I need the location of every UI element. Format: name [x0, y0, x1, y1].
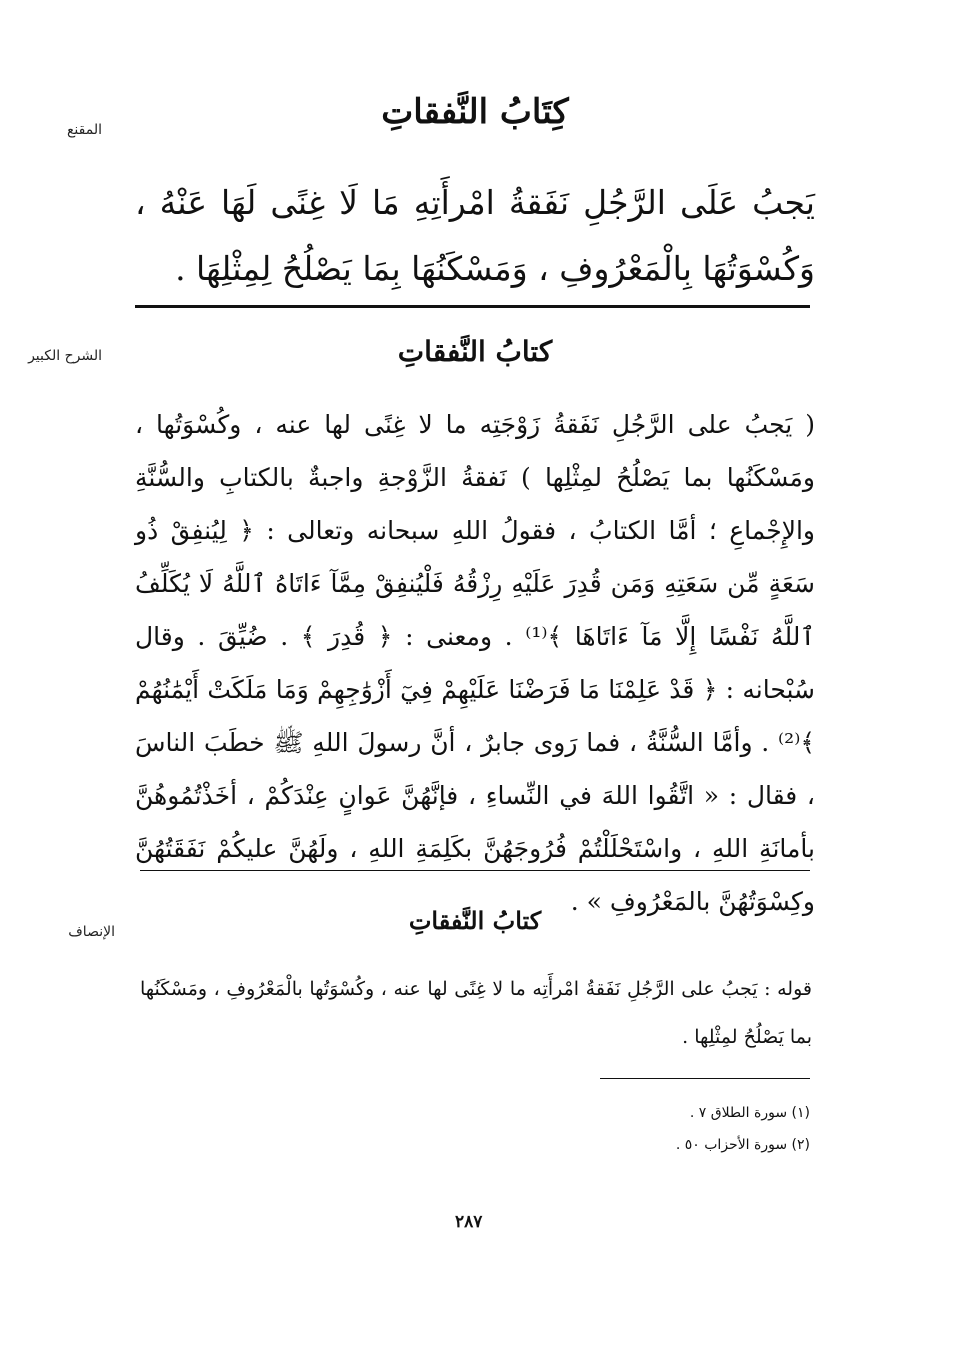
sharh-divider [140, 870, 810, 871]
footnote-divider [600, 1078, 810, 1079]
insaf-title: كتابُ النَّفقاتِ [408, 906, 542, 935]
footnote-2: (٢) سورة الأحزاب ٥٠ . [675, 1137, 810, 1153]
muqni-divider [135, 305, 810, 308]
footnote-1: (١) سورة الطلاق ٧ . [689, 1105, 810, 1121]
insaf-text: قوله : يَجبُ على الرَّجُلِ نَفَقةُ امْرأَتِه ما لا غِنًى لها عنه ، وكُسْوَتُها بالْمَعْرُوفِ ، ومَسْكَنُها بما يَصْلُحُ لمِثْلِها . [140, 978, 812, 1048]
sharh-title: كتابُ النَّفقاتِ [397, 335, 553, 368]
section-label-muqni: المقنع [66, 122, 102, 138]
sharh-text: ( يَجبُ على الرَّجُلِ نَفَقةُ زَوْجَتِه ما لا غِنًى لها عنه ، وكُسْوَتُها ، ومَسْكَنُها بما يَصْلُحُ لمِثْلِها ) نَفقةُ الزَّوْجةِ واجبةٌ بالكتابِ والسُّنَّةِ والإِجْماعِ ؛ أمَّا الكتابُ ، فقولُ اللهِ سبحانه وتعالى : ﴿ لِيُنفِقْ ذُو سَعَةٍ مِّن سَعَتِهِ وَمَن قُدِرَ عَلَيْهِ رِزْقُهُ فَلْيُنفِقْ مِمَّآ ءَاتَاهُ ٱللَّهُ لَا يُكَلِّفُ ٱللَّهُ نَفْسًا إِلَّا مَآ ءَاتَاهَا ﴾⁽¹⁾ . ومعنى : ﴿ قُدِرَ ﴾ . ضُيِّقَ . وقال سُبْحانه : ﴿ قَدْ عَلِمْنَا مَا فَرَضْنَا عَلَيْهِمْ فِيٓ أَزْوَٰجِهِمْ وَمَا مَلَكَتْ أَيْمَٰنُهُمْ ﴾⁽²⁾ . وأمَّا السُّنَّةُ ، فما رَوى جابرٌ ، أنَّ رسولَ اللهِ ﷺ خطَبَ الناسَ ، فقال : « اتَّقُوا اللهَ في النِّساءِ ، فإنَّهُنَّ عَوانٍ عِنْدَكُمْ ، أخَذْتُمُوهُنَّ بأمانَةِ اللهِ ، واسْتَحْلَلْتُمْ فُرُوجَهُنَّ بكَلِمَةِ اللهِ ، ولَهُنَّ عليكُمْ نَفَقَتُهُنَّ وكِسْوَتُهُنَّ بالمَعْرُوفِ » . [135, 410, 815, 916]
page-number: ٢٨٧ [455, 1212, 483, 1232]
section-label-insaf: الإنصاف [68, 924, 115, 940]
muqni-text: يَجبُ عَلَى الرَّجُلِ نَفَقةُ امْرأَتِهِ مَا لَا غِنًى لَهَا عَنْهُ ، وَكُسْوَتُهَا بِالْمَعْرُوفِ ، وَمَسْكَنُهَا بِمَا يَصْلُحُ لِمِثْلِهَا . [135, 183, 815, 288]
section-label-sharh: الشرح الكبير [28, 348, 102, 364]
muqni-title: كِتَابُ النَّفقاتِ [381, 92, 569, 132]
